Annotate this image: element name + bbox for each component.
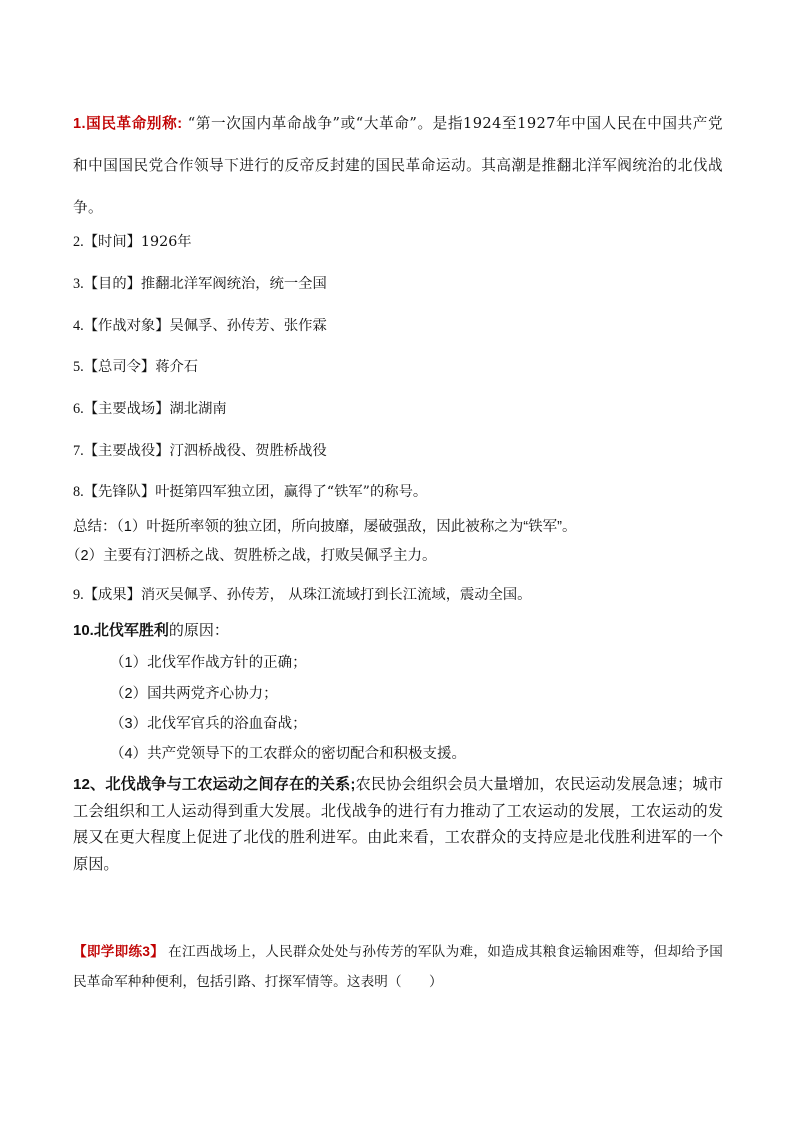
item-12-paragraph: [73, 772, 723, 878]
item-7-number: 7.: [73, 443, 84, 459]
reason-1: （1）北伐军作战方针的正确；: [110, 655, 307, 671]
item-5-text: 【总司令】蒋介石: [83, 359, 199, 375]
reason-4: （4）共产党领导下的工农群众的密切配合和积极支援。: [110, 746, 467, 762]
item-6-number: 6.: [73, 401, 84, 417]
item-5-number: 5.: [73, 359, 84, 375]
reason-3: （3）北伐军官兵的浴血奋战；: [110, 716, 307, 732]
reason-2: （2）国共两党齐心协力；: [110, 686, 278, 702]
item-3-number: 3.: [73, 276, 84, 292]
item-1-paragraph: [73, 103, 723, 229]
item-9-text: 【成果】消灭吴佩孚、孙传芳， 从珠江流域打到长江流域，震动全国。: [83, 587, 532, 603]
item-2-number: 2.: [73, 234, 84, 250]
item-10-title: [73, 621, 723, 641]
exercise-label: 【即学即练3】: [73, 944, 165, 959]
item-12-text: 农民协会组织会员大量增加，农民运动发展急速；城市工会组织和工人运动得到重大发展。北伐战争的进行有力推动了工农运动的发展，工农运动的发展又在更大程度上促进了北伐的胜利进军。由此来看，工农群众的支持应是北伐胜利进军的一个原因。: [73, 776, 724, 873]
item-8-vanguard: [73, 482, 723, 502]
item-10-title-bold: 10.北伐军胜利: [73, 622, 169, 639]
item-3-text: 【目的】推翻北洋军阀统治，统一全国: [83, 276, 327, 292]
item-2-time: [73, 232, 723, 252]
item-4-text: 【作战对象】吴佩孚、孙传芳、张作霖: [83, 318, 327, 334]
item-7-text: 【主要战役】汀泗桥战役、贺胜桥战役: [83, 443, 327, 459]
item-10-title-rest: 的原因：: [168, 622, 229, 639]
item-8-text: 【先锋队】叶挺第四军独立团，赢得了“铁军”的称号。: [83, 484, 428, 500]
item-9-number: 9.: [73, 587, 84, 603]
item-4-number: 4.: [73, 318, 84, 334]
item-6-text: 【主要战场】湖北湖南: [83, 401, 227, 417]
item-8-number: 8.: [73, 484, 84, 500]
item-9-results: [73, 585, 723, 605]
item-12-title: 12、北伐战争与工农运动之间存在的关系;: [73, 776, 356, 793]
exercise-text: 在江西战场上，人民群众处处与孙传芳的军队为难，如造成其粮食运输困难等，但却给予国民革命军种种便利，包括引路、打探军情等。这表明（ ）: [73, 944, 723, 989]
summary-line-1: 总结：（1）叶挺所率领的独立团，所向披靡，屡破强敌，因此被称之为“铁军”。: [73, 519, 577, 535]
exercise-paragraph: [73, 937, 723, 997]
item-2-text: 【时间】1926年: [83, 234, 192, 250]
item-1-text: “第一次国内革命战争”或“大革命”。是指1924至1927年中国人民在中国共产党和中国国民党合作领导下进行的反帝反封建的国民革命运动。其高潮是推翻北洋军阀统治的北伐战争。: [73, 115, 723, 216]
item-3-goal: [73, 274, 723, 294]
summary-line-2: （2）主要有汀泗桥之战、贺胜桥之战，打败吴佩孚主力。: [66, 548, 437, 564]
item-7-battles: [73, 441, 723, 461]
item-1-label: 1.国民革命别称:: [73, 116, 183, 132]
item-5-commander: [73, 357, 723, 377]
item-4-targets: [73, 316, 723, 336]
item-6-battlefield: [73, 399, 723, 419]
